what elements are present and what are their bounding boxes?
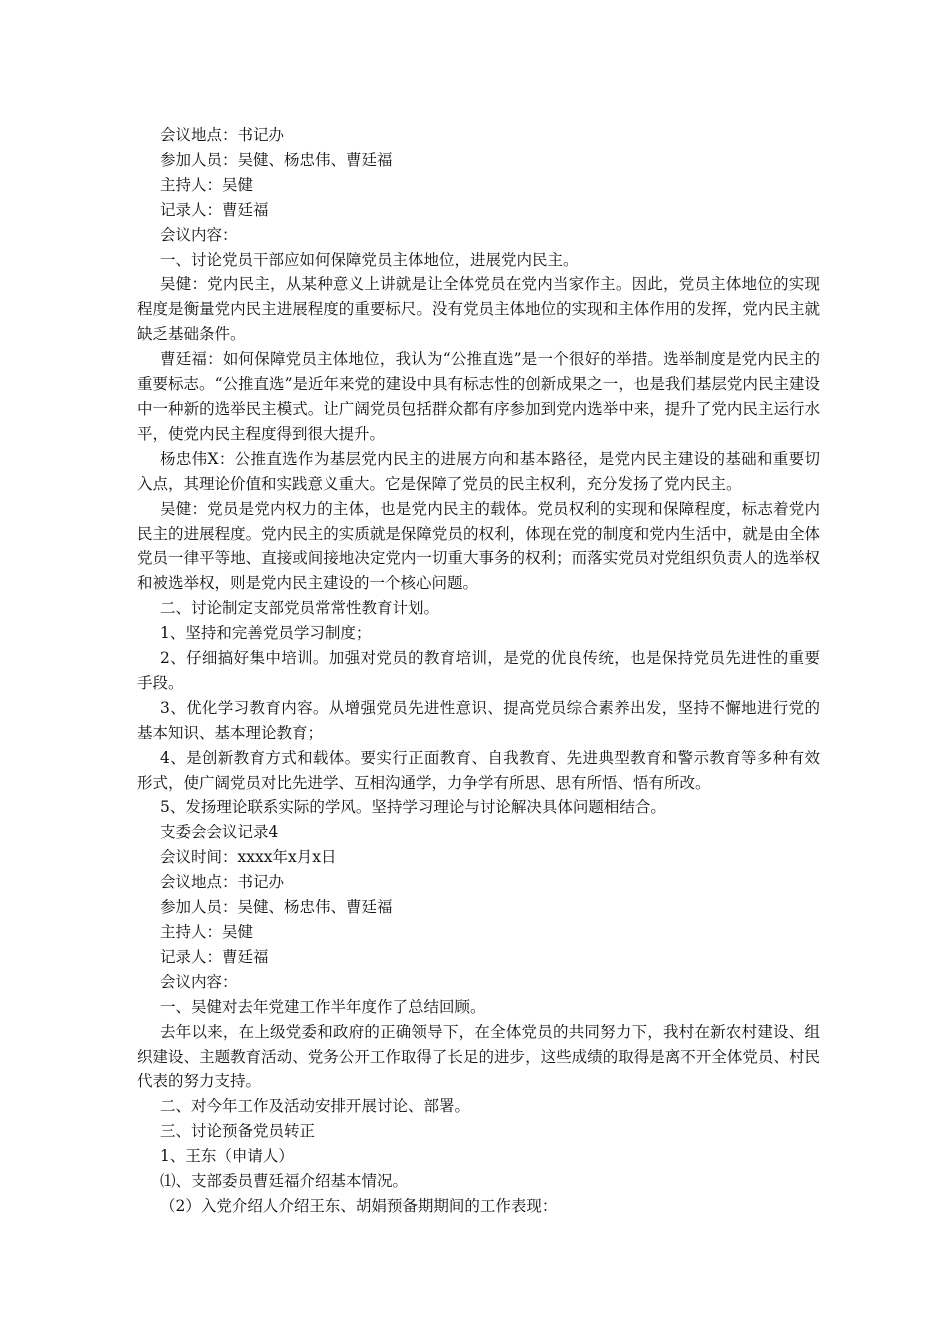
paragraph-recorder: 记录人：曹廷福: [160, 200, 269, 219]
paragraph-plan-topic: 二、对今年工作及活动安排开展讨论、部署。: [160, 1097, 471, 1116]
paragraph-meeting-location: 会议地点：书记办: [160, 126, 285, 144]
paragraph-item-2: 2、仔细搞好集中培训。加强对党员的教育培训，是党的优良传统，也是保持党员先进性的重要手段。: [137, 649, 820, 692]
paragraph-attendees-2: 参加人员：吴健、杨忠伟、曹廷福: [160, 898, 393, 917]
paragraph-item-3: 3、优化学习教育内容。从增强党员先进性意识、提高党员综合素养出发，坚持不懈地进行党的基本知识、基本理论教育；: [137, 698, 820, 742]
paragraph-caotingfu: 曹廷福：如何保障党员主体地位，我认为“公推直选”是一个很好的举措。选举制度是党内民主的重要标志。“公推直选”是近年来党的建设中具有标志性的创新成果之一，也是我们基层党内民主建设中一种新的选举民主模式。让广阔党员包括群众都有序参加到党内选举中来，提升了党内民主运行水平，使党内民主程度得到很大提升。: [137, 350, 820, 443]
paragraph-review-topic: 一、吴健对去年党建工作半年度作了总结回顾。: [160, 997, 486, 1016]
paragraph-sub-1: ⑴、支部委员曹廷福介绍基本情况。: [160, 1172, 409, 1191]
paragraph-wujian-2: 吴健：党员是党内权力的主体，也是党内民主的载体。党员权利的实现和保障程度，标志着党内民主的进展程度。党内民主的实质就是保障党员的权利，体现在党的制度和党内生活中，就是由全体党员一律平等地、直接或间接地决定党内一切重大事务的权利；而落实党员对党组织负责人的选举权和被选举权，则是党内民主建设的一个核心问题。: [137, 499, 820, 593]
paragraph-applicant: 1、王东（申请人）: [160, 1147, 294, 1166]
paragraph-item-4: 4、是创新教育方式和载体。要实行正面教育、自我教育、先进典型教育和警示教育等多种有效形式，使广阔党员对比先进学、互相沟通学，力争学有所思、思有所悟、悟有所改。: [137, 748, 820, 792]
paragraph-record-4-title: 支委会会议记录4: [160, 823, 279, 842]
paragraph-attendees: 参加人员：吴健、杨忠伟、曹廷福: [160, 150, 393, 169]
paragraph-sub-2: （2）入党介绍人介绍王东、胡娟预备期期间的工作表现：: [160, 1196, 558, 1215]
paragraph-content-heading: 会议内容：: [160, 225, 238, 244]
paragraph-probation-topic: 三、讨论预备党员转正: [160, 1122, 316, 1141]
paragraph-item-1: 1、坚持和完善党员学习制度；: [160, 624, 372, 643]
paragraph-review-body: 去年以来，在上级党委和政府的正确领导下，在全体党员的共同努力下，我村在新农村建设、组织建设、主题教育活动、党务公开工作取得了长足的进步，这些成绩的取得是离不开全体党员、村民代表的努力支持。: [137, 1022, 820, 1091]
paragraph-host-2: 主持人：吴健: [160, 923, 254, 941]
paragraph-topic-1: 一、讨论党员干部应如何保障党员主体地位，进展党内民主。: [160, 250, 579, 269]
paragraph-host: 主持人：吴健: [160, 175, 254, 194]
paragraph-content-heading-2: 会议内容：: [160, 972, 238, 991]
paragraph-recorder-2: 记录人：曹廷福: [160, 947, 269, 966]
paragraph-yangzhongwei: 杨忠伟X：公推直选作为基层党内民主的进展方向和基本路径，是党内民主建设的基础和重要切入点，其理论价值和实践意义重大。它是保障了党员的民主权利，充分发扬了党内民主。: [137, 449, 820, 493]
paragraph-meeting-time: 会议时间：xxxx年x月x日: [160, 848, 337, 867]
paragraph-wujian-1: 吴健：党内民主，从某种意义上讲就是让全体党员在党内当家作主。因此，党员主体地位的实现程度是衡量党内民主进展程度的重要标尺。没有党员主体地位的实现和主体作用的发挥，党内民主就缺乏基础条件。: [137, 275, 820, 344]
paragraph-topic-2: 二、讨论制定支部党员常常性教育计划。: [160, 599, 440, 618]
paragraph-meeting-location-2: 会议地点：书记办: [160, 873, 285, 892]
paragraph-item-5: 5、发扬理论联系实际的学风。坚持学习理论与讨论解决具体问题相结合。: [160, 798, 666, 817]
